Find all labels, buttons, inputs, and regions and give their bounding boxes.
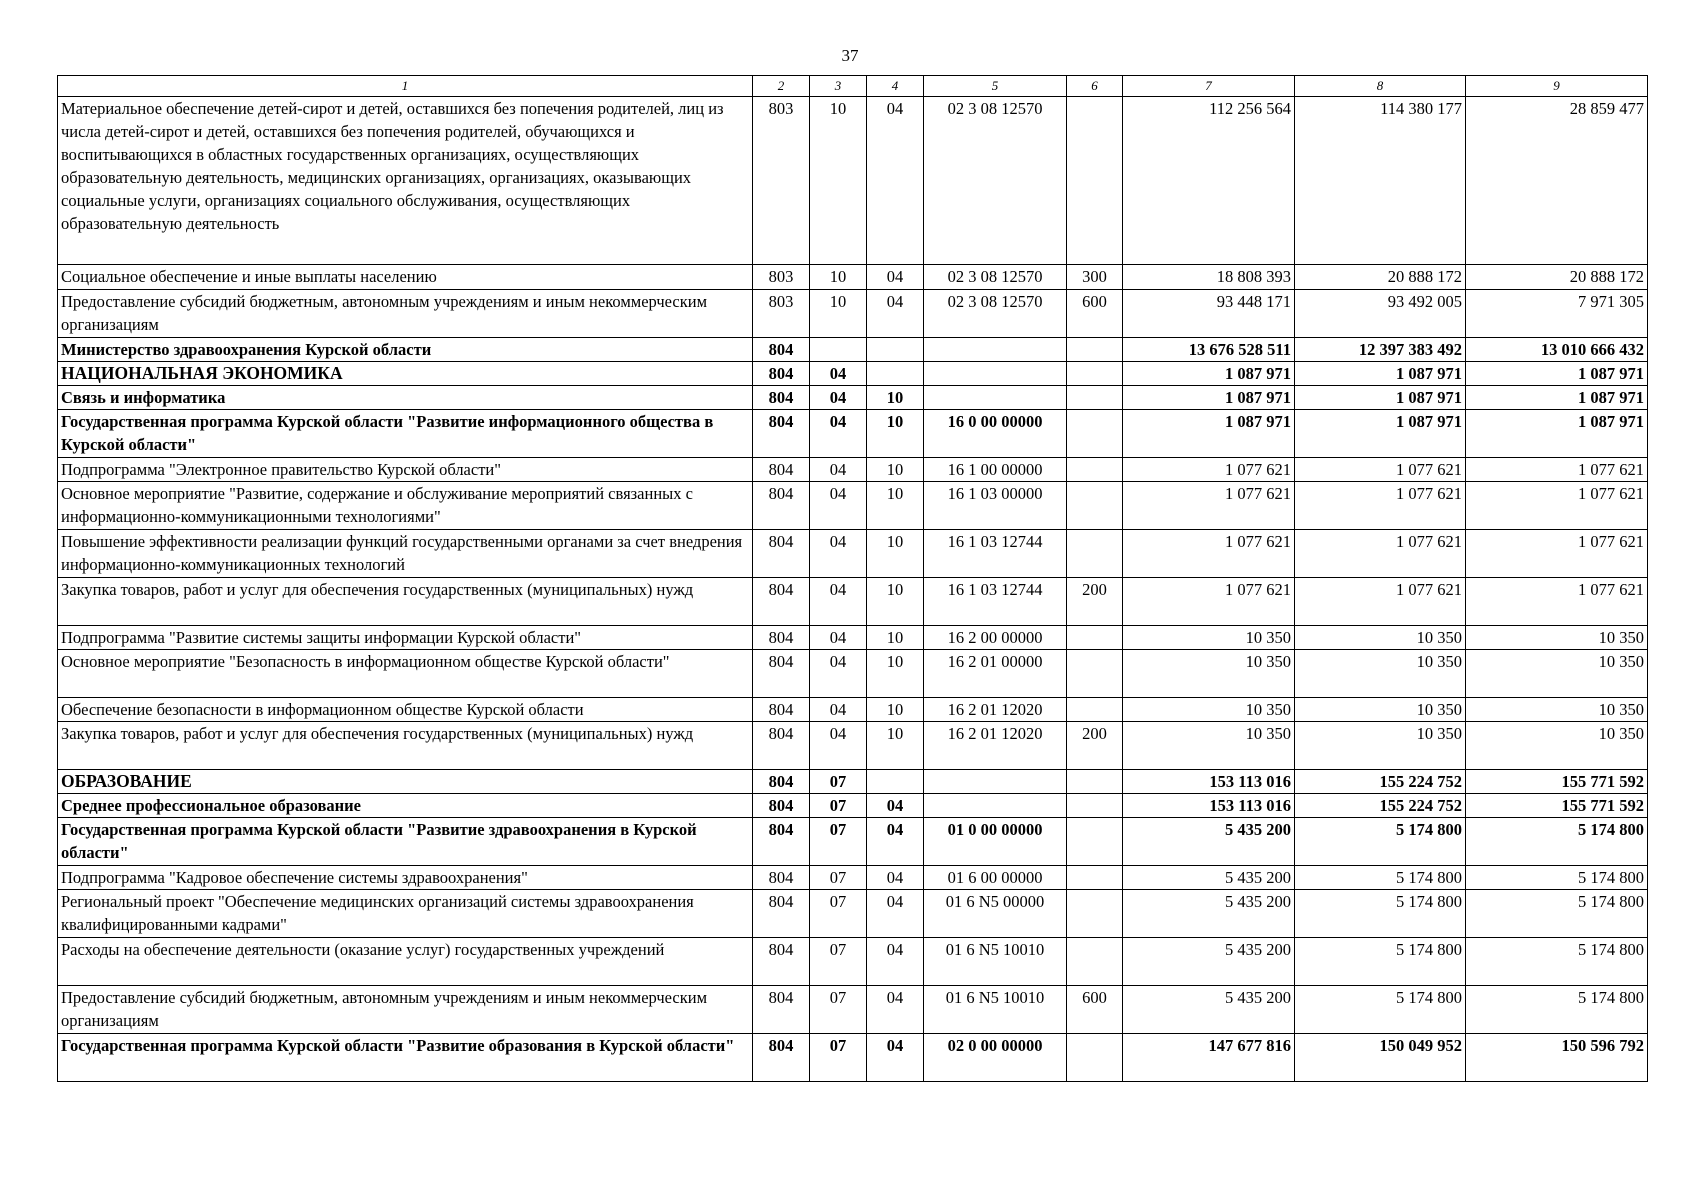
subsection-code-cell: 10 — [867, 722, 924, 770]
subsection-code-cell: 10 — [867, 482, 924, 530]
section-code-cell: 07 — [810, 818, 867, 866]
subsection-code-cell: 04 — [867, 938, 924, 986]
table-body — [58, 97, 1648, 1082]
amount-col7-cell: 10 350 — [1123, 698, 1295, 722]
subsection-code-cell: 04 — [867, 890, 924, 938]
ministry-code-cell: 803 — [753, 265, 810, 290]
subsection-code-cell: 10 — [867, 578, 924, 626]
subsection-code-cell: 04 — [867, 794, 924, 818]
row-name-cell: Связь и информатика — [58, 386, 753, 410]
amount-col7-cell: 153 113 016 — [1123, 770, 1295, 794]
amount-col9-cell: 1 087 971 — [1466, 410, 1648, 458]
row-name-cell: Государственная программа Курской области "Развитие здравоохранения в Курской области" — [58, 818, 753, 866]
ministry-code-cell: 804 — [753, 722, 810, 770]
row-name-cell: Подпрограмма "Электронное правительство Курской области" — [58, 458, 753, 482]
row-name-cell: Подпрограмма "Развитие системы защиты информации Курской области" — [58, 626, 753, 650]
expense-type-cell: 200 — [1067, 722, 1123, 770]
amount-col9-cell: 28 859 477 — [1466, 97, 1648, 265]
target-article-cell: 02 0 00 00000 — [924, 1034, 1067, 1082]
subsection-code-cell: 10 — [867, 650, 924, 698]
ministry-code-cell: 804 — [753, 890, 810, 938]
header-cell: 4 — [867, 76, 924, 97]
amount-col8-cell: 1 077 621 — [1295, 458, 1466, 482]
table-row — [58, 866, 1648, 890]
expense-type-cell — [1067, 938, 1123, 986]
amount-col8-cell: 10 350 — [1295, 722, 1466, 770]
table-row — [58, 938, 1648, 986]
expense-type-cell — [1067, 698, 1123, 722]
expense-type-cell — [1067, 890, 1123, 938]
amount-col7-cell: 153 113 016 — [1123, 794, 1295, 818]
ministry-code-cell: 804 — [753, 698, 810, 722]
amount-col8-cell: 12 397 383 492 — [1295, 338, 1466, 362]
target-article-cell — [924, 386, 1067, 410]
target-article-cell — [924, 362, 1067, 386]
subsection-code-cell: 10 — [867, 626, 924, 650]
amount-col9-cell: 1 077 621 — [1466, 530, 1648, 578]
amount-col9-cell: 7 971 305 — [1466, 290, 1648, 338]
amount-col8-cell: 1 077 621 — [1295, 578, 1466, 626]
row-name-cell: НАЦИОНАЛЬНАЯ ЭКОНОМИКА — [58, 362, 753, 386]
row-name-cell: Основное мероприятие "Безопасность в информационном обществе Курской области" — [58, 650, 753, 698]
section-code-cell: 07 — [810, 866, 867, 890]
subsection-code-cell — [867, 770, 924, 794]
table-row — [58, 530, 1648, 578]
amount-col9-cell: 5 174 800 — [1466, 986, 1648, 1034]
amount-col8-cell: 5 174 800 — [1295, 866, 1466, 890]
section-code-cell: 04 — [810, 698, 867, 722]
ministry-code-cell: 803 — [753, 97, 810, 265]
table-row — [58, 97, 1648, 265]
amount-col7-cell: 93 448 171 — [1123, 290, 1295, 338]
amount-col7-cell: 10 350 — [1123, 650, 1295, 698]
expense-type-cell — [1067, 794, 1123, 818]
ministry-code-cell: 804 — [753, 338, 810, 362]
amount-col9-cell: 1 077 621 — [1466, 458, 1648, 482]
section-code-cell: 04 — [810, 386, 867, 410]
amount-col7-cell: 13 676 528 511 — [1123, 338, 1295, 362]
subsection-code-cell: 10 — [867, 386, 924, 410]
row-name-cell: Основное мероприятие "Развитие, содержание и обслуживание мероприятий связанных с информационно-коммуникационными технологиями" — [58, 482, 753, 530]
header-cell: 8 — [1295, 76, 1466, 97]
budget-table — [57, 75, 1648, 1082]
expense-type-cell — [1067, 482, 1123, 530]
header-cell: 9 — [1466, 76, 1648, 97]
amount-col8-cell: 20 888 172 — [1295, 265, 1466, 290]
section-code-cell — [810, 338, 867, 362]
target-article-cell: 16 2 00 00000 — [924, 626, 1067, 650]
amount-col7-cell: 5 435 200 — [1123, 938, 1295, 986]
amount-col9-cell: 1 077 621 — [1466, 482, 1648, 530]
expense-type-cell — [1067, 818, 1123, 866]
amount-col9-cell: 20 888 172 — [1466, 265, 1648, 290]
ministry-code-cell: 804 — [753, 482, 810, 530]
header-cell: 2 — [753, 76, 810, 97]
subsection-code-cell: 04 — [867, 866, 924, 890]
table-row — [58, 986, 1648, 1034]
amount-col8-cell: 93 492 005 — [1295, 290, 1466, 338]
subsection-code-cell: 10 — [867, 458, 924, 482]
section-code-cell: 07 — [810, 794, 867, 818]
row-name-cell: Предоставление субсидий бюджетным, автономным учреждениям и иным некоммерческим организациям — [58, 290, 753, 338]
section-code-cell: 07 — [810, 986, 867, 1034]
ministry-code-cell: 804 — [753, 410, 810, 458]
expense-type-cell: 300 — [1067, 265, 1123, 290]
amount-col9-cell: 1 077 621 — [1466, 578, 1648, 626]
amount-col7-cell: 5 435 200 — [1123, 986, 1295, 1034]
amount-col7-cell: 1 087 971 — [1123, 410, 1295, 458]
table-row — [58, 794, 1648, 818]
subsection-code-cell: 04 — [867, 97, 924, 265]
amount-col9-cell: 1 087 971 — [1466, 362, 1648, 386]
expense-type-cell: 600 — [1067, 290, 1123, 338]
target-article-cell: 16 1 00 00000 — [924, 458, 1067, 482]
amount-col9-cell: 10 350 — [1466, 722, 1648, 770]
ministry-code-cell: 804 — [753, 818, 810, 866]
target-article-cell: 01 6 N5 10010 — [924, 938, 1067, 986]
subsection-code-cell: 04 — [867, 818, 924, 866]
table-row — [58, 482, 1648, 530]
amount-col8-cell: 114 380 177 — [1295, 97, 1466, 265]
header-cell: 3 — [810, 76, 867, 97]
target-article-cell: 02 3 08 12570 — [924, 97, 1067, 265]
amount-col9-cell: 5 174 800 — [1466, 866, 1648, 890]
table-row — [58, 626, 1648, 650]
target-article-cell: 02 3 08 12570 — [924, 290, 1067, 338]
amount-col9-cell: 5 174 800 — [1466, 890, 1648, 938]
subsection-code-cell — [867, 362, 924, 386]
amount-col7-cell: 147 677 816 — [1123, 1034, 1295, 1082]
amount-col8-cell: 10 350 — [1295, 626, 1466, 650]
subsection-code-cell: 10 — [867, 410, 924, 458]
table-row — [58, 770, 1648, 794]
target-article-cell: 16 2 01 12020 — [924, 722, 1067, 770]
expense-type-cell — [1067, 1034, 1123, 1082]
section-code-cell: 04 — [810, 410, 867, 458]
row-name-cell: Материальное обеспечение детей-сирот и детей, оставшихся без попечения родителей, лиц из числа детей-сирот и детей, оставшихся без попечения родителей, обучающихся и воспитывающихся в областных государственных организациях, осуществляющих образовательную деятельность, медицинских организациях, организациях, оказывающих социальные услуги, организациях социального обслуживания, осуществляющих образовательную деятельность — [58, 97, 753, 265]
ministry-code-cell: 804 — [753, 386, 810, 410]
row-name-cell: Министерство здравоохранения Курской области — [58, 338, 753, 362]
header-cell: 1 — [58, 76, 753, 97]
amount-col7-cell: 10 350 — [1123, 626, 1295, 650]
target-article-cell: 16 1 03 12744 — [924, 578, 1067, 626]
amount-col7-cell: 10 350 — [1123, 722, 1295, 770]
row-name-cell: Закупка товаров, работ и услуг для обеспечения государственных (муниципальных) нужд — [58, 578, 753, 626]
amount-col7-cell: 5 435 200 — [1123, 866, 1295, 890]
section-code-cell: 04 — [810, 626, 867, 650]
table-row — [58, 290, 1648, 338]
row-name-cell: Подпрограмма "Кадровое обеспечение системы здравоохранения" — [58, 866, 753, 890]
table-row — [58, 650, 1648, 698]
section-code-cell: 10 — [810, 290, 867, 338]
row-name-cell: ОБРАЗОВАНИЕ — [58, 770, 753, 794]
row-name-cell: Обеспечение безопасности в информационном обществе Курской области — [58, 698, 753, 722]
amount-col9-cell: 5 174 800 — [1466, 818, 1648, 866]
amount-col9-cell: 10 350 — [1466, 698, 1648, 722]
target-article-cell — [924, 770, 1067, 794]
header-row — [58, 76, 1648, 97]
page-number: 37 — [841, 46, 859, 65]
amount-col7-cell: 1 077 621 — [1123, 530, 1295, 578]
table-row — [58, 578, 1648, 626]
amount-col9-cell: 155 771 592 — [1466, 770, 1648, 794]
amount-col8-cell: 155 224 752 — [1295, 770, 1466, 794]
row-name-cell: Среднее профессиональное образование — [58, 794, 753, 818]
expense-type-cell — [1067, 410, 1123, 458]
amount-col9-cell: 13 010 666 432 — [1466, 338, 1648, 362]
ministry-code-cell: 804 — [753, 866, 810, 890]
amount-col7-cell: 1 087 971 — [1123, 386, 1295, 410]
amount-col8-cell: 1 077 621 — [1295, 530, 1466, 578]
subsection-code-cell: 10 — [867, 698, 924, 722]
target-article-cell — [924, 338, 1067, 362]
section-code-cell: 10 — [810, 265, 867, 290]
section-code-cell: 04 — [810, 482, 867, 530]
ministry-code-cell: 804 — [753, 938, 810, 986]
amount-col8-cell: 10 350 — [1295, 698, 1466, 722]
section-code-cell: 07 — [810, 770, 867, 794]
expense-type-cell — [1067, 338, 1123, 362]
ministry-code-cell: 804 — [753, 362, 810, 386]
ministry-code-cell: 804 — [753, 578, 810, 626]
section-code-cell: 07 — [810, 890, 867, 938]
ministry-code-cell: 804 — [753, 626, 810, 650]
expense-type-cell — [1067, 362, 1123, 386]
target-article-cell: 01 6 N5 10010 — [924, 986, 1067, 1034]
section-code-cell: 04 — [810, 362, 867, 386]
amount-col8-cell: 5 174 800 — [1295, 890, 1466, 938]
ministry-code-cell: 804 — [753, 530, 810, 578]
section-code-cell: 07 — [810, 938, 867, 986]
row-name-cell: Предоставление субсидий бюджетным, автономным учреждениям и иным некоммерческим организациям — [58, 986, 753, 1034]
amount-col7-cell: 1 077 621 — [1123, 482, 1295, 530]
amount-col8-cell: 155 224 752 — [1295, 794, 1466, 818]
header-cell: 7 — [1123, 76, 1295, 97]
amount-col8-cell: 5 174 800 — [1295, 818, 1466, 866]
row-name-cell: Государственная программа Курской области "Развитие образования в Курской области" — [58, 1034, 753, 1082]
target-article-cell: 16 1 03 12744 — [924, 530, 1067, 578]
header-cell: 5 — [924, 76, 1067, 97]
amount-col8-cell: 10 350 — [1295, 650, 1466, 698]
section-code-cell: 04 — [810, 578, 867, 626]
row-name-cell: Государственная программа Курской области "Развитие информационного общества в Курской области" — [58, 410, 753, 458]
amount-col7-cell: 1 087 971 — [1123, 362, 1295, 386]
ministry-code-cell: 804 — [753, 794, 810, 818]
ministry-code-cell: 804 — [753, 986, 810, 1034]
amount-col9-cell: 10 350 — [1466, 650, 1648, 698]
table-row — [58, 722, 1648, 770]
ministry-code-cell: 804 — [753, 1034, 810, 1082]
amount-col7-cell: 18 808 393 — [1123, 265, 1295, 290]
subsection-code-cell: 04 — [867, 1034, 924, 1082]
amount-col8-cell: 5 174 800 — [1295, 986, 1466, 1034]
ministry-code-cell: 804 — [753, 650, 810, 698]
table-row — [58, 265, 1648, 290]
amount-col8-cell: 1 087 971 — [1295, 410, 1466, 458]
target-article-cell: 16 2 01 00000 — [924, 650, 1067, 698]
subsection-code-cell — [867, 338, 924, 362]
amount-col8-cell: 5 174 800 — [1295, 938, 1466, 986]
amount-col7-cell: 5 435 200 — [1123, 890, 1295, 938]
expense-type-cell — [1067, 386, 1123, 410]
amount-col7-cell: 1 077 621 — [1123, 458, 1295, 482]
target-article-cell: 16 2 01 12020 — [924, 698, 1067, 722]
section-code-cell: 07 — [810, 1034, 867, 1082]
section-code-cell: 04 — [810, 458, 867, 482]
amount-col9-cell: 1 087 971 — [1466, 386, 1648, 410]
amount-col7-cell: 112 256 564 — [1123, 97, 1295, 265]
table-row — [58, 362, 1648, 386]
target-article-cell: 16 1 03 00000 — [924, 482, 1067, 530]
amount-col8-cell: 1 087 971 — [1295, 386, 1466, 410]
row-name-cell: Закупка товаров, работ и услуг для обеспечения государственных (муниципальных) нужд — [58, 722, 753, 770]
amount-col9-cell: 150 596 792 — [1466, 1034, 1648, 1082]
amount-col7-cell: 1 077 621 — [1123, 578, 1295, 626]
expense-type-cell — [1067, 866, 1123, 890]
table-row — [58, 890, 1648, 938]
table-row — [58, 818, 1648, 866]
expense-type-cell: 200 — [1067, 578, 1123, 626]
expense-type-cell — [1067, 626, 1123, 650]
amount-col9-cell: 5 174 800 — [1466, 938, 1648, 986]
expense-type-cell — [1067, 97, 1123, 265]
table-row — [58, 338, 1648, 362]
amount-col8-cell: 1 077 621 — [1295, 482, 1466, 530]
expense-type-cell — [1067, 770, 1123, 794]
target-article-cell: 01 6 00 00000 — [924, 866, 1067, 890]
table-row — [58, 458, 1648, 482]
ministry-code-cell: 804 — [753, 458, 810, 482]
section-code-cell: 04 — [810, 650, 867, 698]
table-row — [58, 1034, 1648, 1082]
section-code-cell: 04 — [810, 722, 867, 770]
section-code-cell: 04 — [810, 530, 867, 578]
expense-type-cell — [1067, 650, 1123, 698]
row-name-cell: Региональный проект "Обеспечение медицинских организаций системы здравоохранения квалифицированными кадрами" — [58, 890, 753, 938]
header-cell: 6 — [1067, 76, 1123, 97]
subsection-code-cell: 04 — [867, 265, 924, 290]
expense-type-cell — [1067, 458, 1123, 482]
table-row — [58, 410, 1648, 458]
ministry-code-cell: 804 — [753, 770, 810, 794]
target-article-cell: 02 3 08 12570 — [924, 265, 1067, 290]
expense-type-cell: 600 — [1067, 986, 1123, 1034]
amount-col7-cell: 5 435 200 — [1123, 818, 1295, 866]
amount-col9-cell: 155 771 592 — [1466, 794, 1648, 818]
section-code-cell: 10 — [810, 97, 867, 265]
target-article-cell — [924, 794, 1067, 818]
subsection-code-cell: 04 — [867, 290, 924, 338]
table-row — [58, 386, 1648, 410]
table-row — [58, 698, 1648, 722]
subsection-code-cell: 04 — [867, 986, 924, 1034]
target-article-cell: 01 0 00 00000 — [924, 818, 1067, 866]
amount-col8-cell: 1 087 971 — [1295, 362, 1466, 386]
amount-col8-cell: 150 049 952 — [1295, 1034, 1466, 1082]
row-name-cell: Расходы на обеспечение деятельности (оказание услуг) государственных учреждений — [58, 938, 753, 986]
ministry-code-cell: 803 — [753, 290, 810, 338]
amount-col9-cell: 10 350 — [1466, 626, 1648, 650]
target-article-cell: 16 0 00 00000 — [924, 410, 1067, 458]
expense-type-cell — [1067, 530, 1123, 578]
subsection-code-cell: 10 — [867, 530, 924, 578]
row-name-cell: Повышение эффективности реализации функций государственными органами за счет внедрения информационно-коммуникационных технологий — [58, 530, 753, 578]
target-article-cell: 01 6 N5 00000 — [924, 890, 1067, 938]
row-name-cell: Социальное обеспечение и иные выплаты населению — [58, 265, 753, 290]
